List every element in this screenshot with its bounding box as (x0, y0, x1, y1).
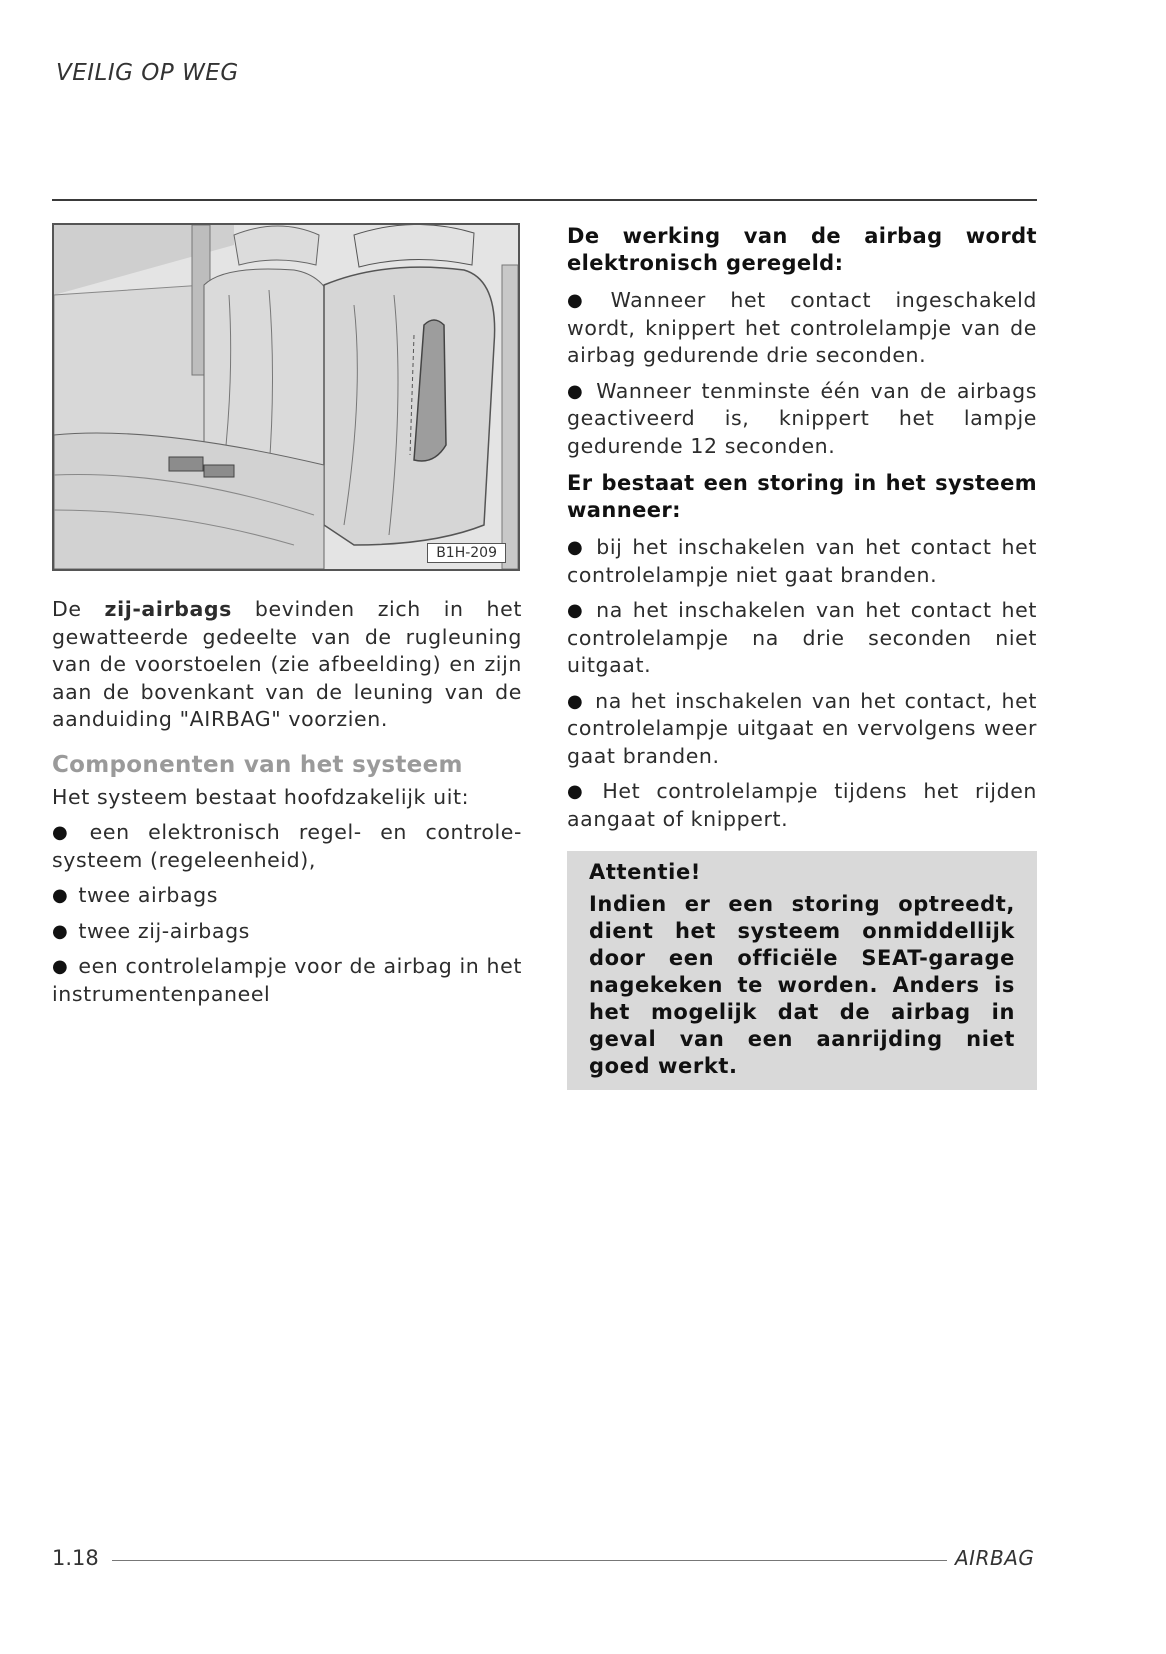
bullet-icon: ● (567, 290, 601, 311)
list-item: ● na het inschakelen van het contact het controlelampje na drie seconden niet uitgaat. (567, 598, 1038, 677)
list-item: ● bij het inschakelen van het contact het controlelampje niet gaat branden. (567, 535, 1038, 587)
bullet-icon: ● (52, 956, 69, 977)
bullet-icon: ● (52, 885, 69, 906)
warning-title: Attentie! (589, 860, 701, 884)
list-item: ● een elektronisch regel- en controle-systeem (regeleenheid), (52, 820, 522, 872)
bullet-icon: ● (567, 600, 587, 621)
list-item: ● Het controlelampje tijdens het rijden aangaat of knippert. (567, 779, 1037, 831)
figure-label: B1H-209 (427, 543, 506, 563)
bullet-icon: ● (52, 920, 69, 942)
car-seats-drawing (54, 225, 518, 569)
heading-operation: De werking van de airbag wordt elektronisch geregeld: (567, 224, 1037, 275)
lead-sentence: Het systeem bestaat hoofdzakelijk uit: (52, 784, 470, 809)
warning-box (567, 851, 1037, 1090)
section-heading: Componenten van het systeem (52, 751, 463, 778)
intro-bold-term: zij-airbags (104, 597, 232, 621)
bullet-icon: ● (567, 781, 593, 802)
footer-rule (112, 1560, 947, 1561)
heading-fault: Er bestaat een storing in het systeem wanneer: (567, 471, 1037, 522)
list-item: ● Wanneer tenminste één van de airbags geactiveerd is, knippert het lampje gedurende 12 seconden. (567, 378, 1037, 458)
bullet-icon: ● (567, 690, 586, 712)
list-item: ● een controlelampje voor de airbag in het instrumentenpaneel (52, 954, 522, 1006)
page-number: 1.18 (52, 1546, 99, 1570)
list-item: ● twee zij-airbags (52, 918, 250, 943)
bullet-icon: ● (52, 822, 80, 843)
intro-paragraph: De zij-airbags bevinden zich in het gewatteerde gedeelte van de rugleuning van de voorstoelen (zie afbeelding) en zijn aan de bovenkant van de leuning van de aanduiding "AIRBAG" voorzien. (52, 597, 523, 731)
list-item: ● na het inschakelen van het contact, het controlelampje uitgaat en vervolgens weer gaat branden. (567, 688, 1037, 768)
seat-illustration (52, 223, 520, 571)
warning-body: Indien er een storing optreedt, dient het systeem onmiddellijk door een officiële SEAT-garage nagekeken te worden. Anders is het mogelijk dat de airbag in geval van een aanrijding niet goed werkt. (589, 891, 1015, 1078)
right-column (567, 223, 1037, 1090)
list-item: ● Wanneer het contact ingeschakeld wordt, knippert het controlelampje van de airbag gedurende drie seconden. (567, 288, 1037, 367)
top-rule (52, 199, 1037, 201)
running-header: VEILIG OP WEG (56, 60, 239, 86)
bullet-icon: ● (567, 537, 587, 558)
list-item: ● twee airbags (52, 883, 219, 907)
left-column (52, 223, 522, 1008)
bullet-icon: ● (567, 380, 587, 402)
chapter-title: AIRBAG (955, 1546, 1035, 1570)
